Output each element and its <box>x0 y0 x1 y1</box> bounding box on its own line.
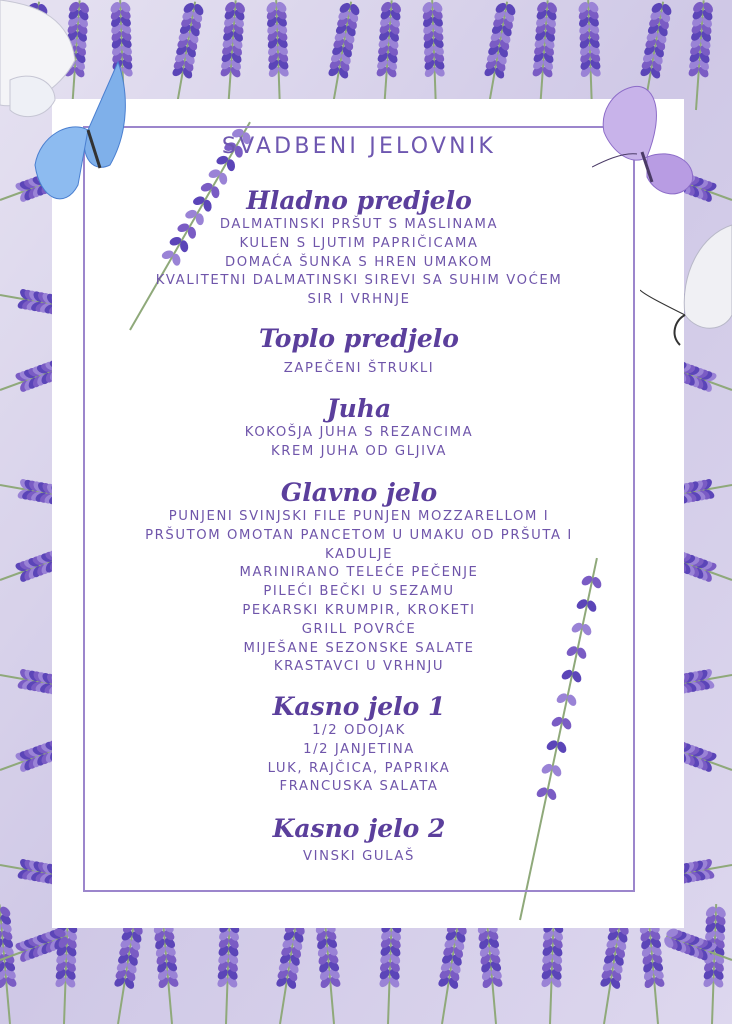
menu-item: ZAPEČENI ŠTRUKLI <box>283 361 435 376</box>
section-heading: Glavno jelo <box>280 478 438 507</box>
section-heading: Juha <box>326 394 392 423</box>
section-toplo-predjelo <box>83 324 635 379</box>
section-glavno-jelo <box>83 478 635 677</box>
menu-item: FRANCUSKA SALATA <box>279 779 439 795</box>
menu-item: VINSKI GULAŠ <box>303 849 415 864</box>
menu-item: 1/2 ODOJAK <box>312 723 406 738</box>
menu-item: LUK, RAJČICA, PAPRIKA <box>267 760 451 776</box>
menu-item: SIR I VRHNJE <box>307 292 411 308</box>
section-kasno-jelo-2 <box>83 814 635 867</box>
section-juha <box>83 394 635 462</box>
menu-item: KULEN S LJUTIM PAPRIČICAMA <box>239 235 479 251</box>
menu-item: KRASTAVCI U VRHNJU <box>273 659 445 675</box>
menu-item: PRŠUTOM OMOTAN PANCETOM U UMAKU OD PRŠUTA I <box>145 527 573 543</box>
blue-butterfly-icon <box>0 0 150 220</box>
section-hladno-predjelo <box>83 186 635 310</box>
white-butterfly-icon <box>640 205 732 355</box>
menu-item: KOKOŠJA JUHA S REZANCIMA <box>244 425 474 440</box>
menu-item: KREM JUHA OD GLJIVA <box>270 443 448 459</box>
menu-content <box>83 126 635 892</box>
section-heading: Kasno jelo 2 <box>272 814 446 843</box>
menu-item: DALMATINSKI PRŠUT S MASLINAMA <box>219 217 499 232</box>
section-heading: Toplo predjelo <box>259 324 459 353</box>
menu-item: GRILL POVRĆE <box>301 621 417 637</box>
menu-item: KVALITETNI DALMATINSKI SIREVI SA SUHIM VOĆEM <box>155 273 563 289</box>
menu-title: SVADBENI JELOVNIK <box>221 134 497 159</box>
menu-item: PILEĆI BEČKI U SEZAMU <box>263 584 455 600</box>
purple-butterfly-icon <box>592 82 702 212</box>
menu-item: 1/2 JANJETINA <box>303 741 415 757</box>
section-kasno-jelo-1 <box>83 692 635 797</box>
section-heading: Kasno jelo 1 <box>272 692 446 721</box>
menu-item: KADULJE <box>324 546 393 562</box>
menu-item: DOMAĆA ŠUNKA S HREN UMAKOM <box>224 254 493 270</box>
menu-item: MARINIRANO TELEĆE PEČENJE <box>239 565 479 581</box>
section-heading: Hladno predjelo <box>246 186 472 215</box>
menu-item: PEKARSKI KRUMPIR, KROKETI <box>242 602 476 618</box>
menu-item: MIJEŠANE SEZONSKE SALATE <box>243 640 475 656</box>
menu-item: PUNJENI SVINJSKI FILE PUNJEN MOZZARELLOM I <box>168 509 550 524</box>
